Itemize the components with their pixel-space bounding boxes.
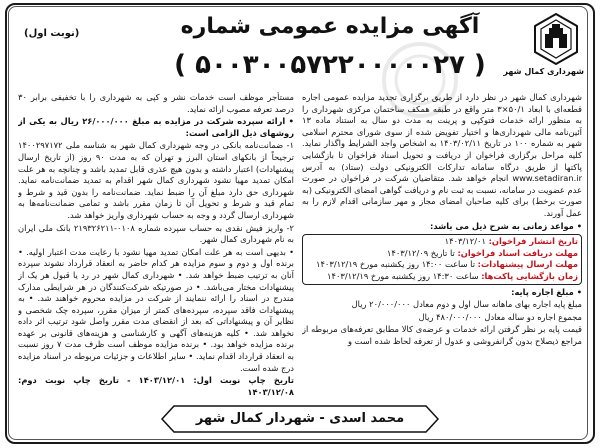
receive-deadline-label: مهلت دریافت اسناد فراخوان:: [457, 247, 578, 258]
opening-time-label: زمان بازگشایی پاکت‌ها:: [481, 270, 578, 281]
deposit-heading: • ارائه سپرده شرکت در مزایده به مبلغ ۲۶/۰۰۰/۰۰۰ ریال به یکی از روشهای ذیل الزامی است:: [18, 116, 294, 138]
schedule-heading: • مواعد زمانی به شرح ذیل می باشد:: [430, 220, 582, 231]
receive-deadline-row: [306, 248, 578, 260]
submit-deadline-value: تا ساعت ۱۴:۰۰ روز یکشنبه مورخ ۱۴۰۳/۱۲/۱۹: [316, 259, 476, 270]
discount-paragraph: مستأجر موظف است خدمات نشر و کپی به شهرداری را با تخفیفی برابر ۳۰ درصد تعرفه مصوب ارائه نماید.: [18, 92, 294, 114]
deposit-method-2: ۲- واریز فیش نقدی به حساب سپرده شماره ۰۱۰۸-۲۱۹۳۲۶۲۱۱ بانک ملی ایران به نام شهرداری کمال شهر.: [18, 222, 294, 245]
deposit-method-1: ۱- ضمانت‌نامه بانکی در وجه شهرداری کمال شهر به شناسه ملی ۱۴۰۰۲۹۷۱۷۲ ترجیحاً از بانکهای استان البرز و تهران که به مدت ۹۰ روز (از تاریخ ارسال پیشنهادات) اعتبار داشته و بدون هیچ عذری قابل تمدید باشد و چنانچه به هر علت امکان تمدید مهیا نشود شهرداری کمال شهر اقدام به تمدید ضمانت‌نامه نماید. شهرداری حق دارد مبلغ آن را ضبط نماید. ضمانت‌نامه را بدون قید و شرط و تمام قید و شرط و تحویل آن تا زمان مقرر باشد و تمامی ضمانت‌نامه‌ها به شهرداری ارسال گردد و وجه به حساب شهرداری واریز خواهد شد.: [18, 140, 294, 220]
opening-time-row: [306, 271, 578, 283]
signature-text: محمد اسدی - شهردار کمال شهر: [195, 411, 405, 426]
rent-heading: • مبلغ اجاره پایه:: [511, 286, 582, 297]
opening-time-value: ساعت ۱۴:۳۰ روز یکشنبه مورخ ۱۴۰۳/۱۲/۱۹: [327, 270, 479, 281]
publish-date-row: [306, 236, 578, 248]
price-note: قیمت پایه بر نظر گرفتن ارائه خدمات و عرضه‌ی کالا مطابق تعرفه‌های مربوطه از مراجع ذیصلاح بدون گرانفروشی و عدول از تعرفه لحاظ شده است و: [302, 324, 582, 346]
left-column: [18, 92, 294, 400]
turn-label: (نوبت اول): [24, 28, 80, 39]
logo-caption: شهرداری کمال شهر: [503, 67, 584, 76]
conditions-list: • بدیهی است به هر علت امکان تمدید مهیا نشود با رعایت مدت اعتبار اولیه. • برنده اول و دوم و سوم مزایده هر کدام حاضر به انعقاد قرارداد نشوند سپرده آنان به ترتیب ضبط خواهد شد. • شهرداری کمال شهر در رد یا قبول هر یک از پیشنهادات مختار می‌باشد. • در صورتیکه شرکت‌کنندگان در هر شرایطی مدارک مندرج در اسناد را ارائه ننمایند از شرکت در مزایده محروم خواهند شد. • به پیشنهادات فاقد سپرده، سپرده‌های کمتر از میزان مقرر، سپرده چک شخصی و نظایر آن و پیشنهاداتی که بعد از انقضای مدت مقرر واصل شود ترتیب اثر داده نخواهد شد. • کلیه هزینه‌های آگهی و کارشناسی و هزینه‌های قانونی بر عهده برنده مزایده خواهد بود. • برنده مزایده موظف است ظرف مدت ۷ روز نسبت به انعقاد قرارداد اقدام نماید. • سایر اطلاعات و جزئیات مربوطه در اسناد مزایده درج شده است.: [18, 246, 294, 373]
submit-deadline-row: [306, 259, 578, 271]
rent-text: مبلغ پایه اجاره بهای ماهانه سال اول و دوم معادل ۲۰/۰۰۰/۰۰۰ ریال: [351, 299, 582, 310]
publish-date-value: ۱۴۰۳/۱۲/۰۱: [444, 236, 486, 247]
schedule-box: [302, 234, 582, 284]
submit-deadline-label: مهلت ارسال پیشنهادات:: [477, 259, 578, 270]
publish-date-label: تاریخ انتشار فراخوان:: [488, 236, 578, 247]
receive-deadline-value: تا تاریخ ۱۴۰۳/۱۲/۰۹: [386, 247, 455, 258]
emblem-icon: [533, 12, 579, 66]
municipality-logo: [503, 12, 584, 84]
right-column: [302, 92, 582, 400]
page-title: آگهی مزایده عمومی شماره: [180, 14, 480, 39]
signature-footer: [160, 404, 440, 434]
publish-dates: تاریخ چاپ نوبت اول: ۱۴۰۳/۱۲/۰۱ - تاریخ چاپ نوبت دوم: ۱۴۰۳/۱۲/۰۸: [18, 375, 294, 397]
intro-paragraph: شهرداری کمال شهر در نظر دارد از طریق برگزاری تجدید مزایده عمومی اجاره قطعه‌ای با ابعاد ۵۰/۱×۳ متر واقع در طبقه همکف ساختمان مرکزی شهرداری را به منظور ارائه خدمات فتوکپی و پرینت به مدت دو سال به استناد ماده ۱۳ آئین‌نامه مالی شهرداری‌ها و اختیار تفویض شده از سوی شورای محترم اسلامی شهر به شماره ۱۰۰ در تاریخ ۱۴۰۳/۰۲/۱۱ به اشخاص واجد الشرایط واگذار نماید. کلیه مراحل برگزاری فراخوان از دریافت و تحویل اسناد فراخوان تا بازگشایی پاکتها از طریق درگاه سامانه تدارکات الکترونیکی دولت (ستاد) به آدرس www.setadiran.ir انجام خواهد شد. متقاضیان شرکت در فراخوان در صورت عدم عضویت در سامانه، نسبت به ثبت نام و دریافت گواهی امضای الکترونیکی (به صورت برخط) برای کلیه صاحبان امضای مجاز و مهر سازمانی اقدام لازم را به عمل آورند.: [302, 92, 582, 218]
rent-total: مجموع اجاره دو ساله معادل ۴۸۰/۰۰۰/۰۰۰ ریال: [418, 311, 582, 322]
ad-number: ( ۵۰۰۳۰۰۵۷۲۲۰۰۰۰۰۲۷ ): [174, 50, 486, 80]
